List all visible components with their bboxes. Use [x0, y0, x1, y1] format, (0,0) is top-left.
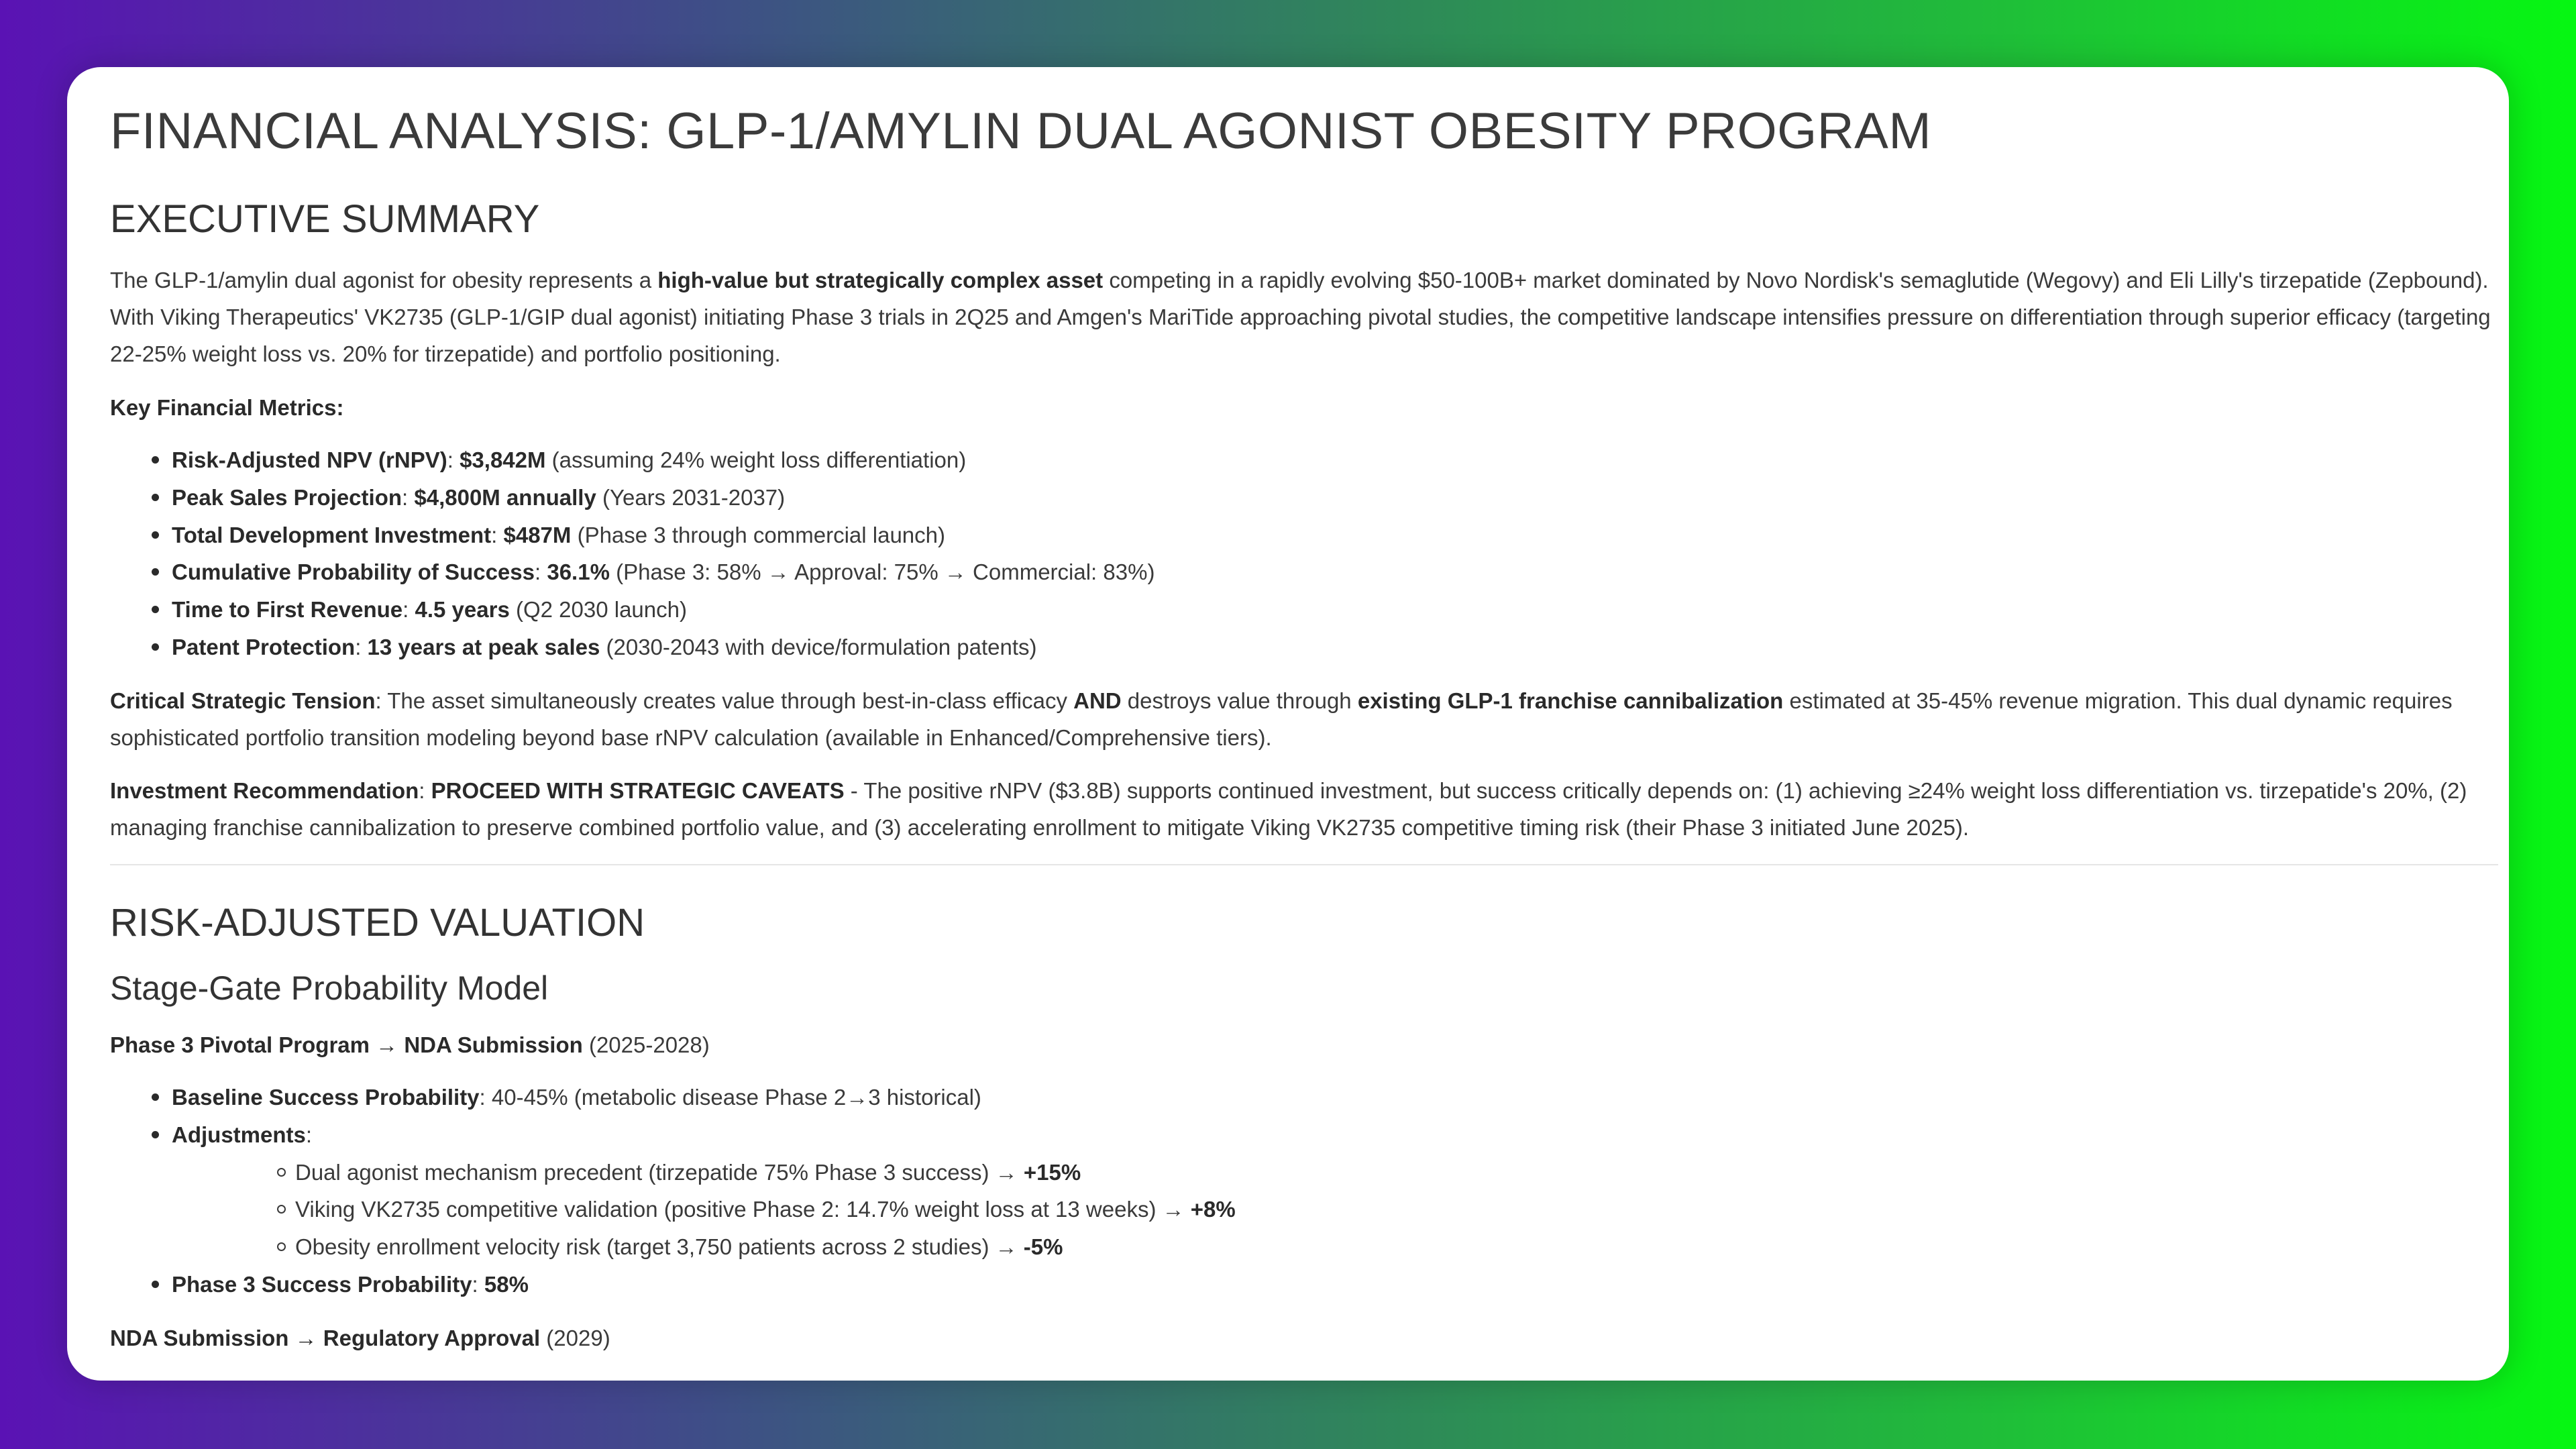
metric-item: Risk-Adjusted NPV (rNPV): $3,842M (assuming 24% weight loss differentiation) [110, 441, 2498, 479]
metric-item: Total Development Investment: $487M (Phase 3 through commercial launch) [110, 517, 2498, 554]
adjustment-item: Dual agonist mechanism precedent (tirzepatide 75% Phase 3 success) → +15% [110, 1154, 2498, 1191]
adjustment-item: Viking VK2735 competitive validation (positive Phase 2: 14.7% weight loss at 13 weeks) → +8% [110, 1191, 2498, 1228]
section-divider [110, 864, 2498, 865]
strategic-tension-paragraph: Critical Strategic Tension: The asset simultaneously creates value through best-in-class efficacy AND destroys value through existing GLP-1 franchise cannibalization estimated at 35-45% revenue migration. This dual dynamic requires sophisticated portfolio transition modeling beyond base rNPV calculation (available in Enhanced/Comprehensive tiers). [110, 688, 2453, 750]
adjustments-item: Adjustments: Dual agonist mechanism precedent (tirzepatide 75% Phase 3 success) → +15% Viking VK2735 competitive validation (positive Phase 2: 14.7% weight loss at 13 weeks) → +8% Obesity enrollment velocity risk (target 3,750 patients across 2 studies) → -5% [110, 1116, 2498, 1266]
valuation-heading: RISK-ADJUSTED VALUATION [110, 901, 645, 945]
key-metrics-list [110, 441, 2498, 666]
metric-item: Time to First Revenue: 4.5 years (Q2 2030 launch) [110, 591, 2498, 629]
phase3-label: Phase 3 Pivotal Program → NDA Submission (2025-2028) [110, 1032, 710, 1057]
phase3-success-item: Phase 3 Success Probability: 58% [110, 1266, 2498, 1303]
investment-recommendation-paragraph: Investment Recommendation: PROCEED WITH STRATEGIC CAVEATS - The positive rNPV ($3.8B) supports continued investment, but success critically depends on: (1) achieving ≥24% weight loss differentiation vs. tirzepatide's 20%, (2) managing franchise cannibalization to preserve combined portfolio value, and (3) accelerating enrollment to mitigate Viking VK2735 competitive timing risk (their Phase 3 initiated June 2025). [110, 778, 2467, 840]
metric-item: Cumulative Probability of Success: 36.1% (Phase 3: 58% → Approval: 75% → Commercial: 83%) [110, 553, 2498, 591]
stage-gate-subheading: Stage-Gate Probability Model [110, 969, 549, 1007]
executive-summary-paragraph: The GLP-1/amylin dual agonist for obesity represents a high-value but strategically complex asset competing in a rapidly evolving $50-100B+ market dominated by Novo Nordisk's semaglutide (Wegovy) and Eli Lilly's tirzepatide (Zepbound). With Viking Therapeutics' VK2735 (GLP-1/GIP dual agonist) initiating Phase 3 trials in 2Q25 and Amgen's MariTide approaching pivotal studies, the competitive landscape intensifies pressure on differentiation through superior efficacy (targeting 22-25% weight loss vs. 20% for tirzepatide) and portfolio positioning. [110, 268, 2491, 366]
adjustment-item: Obesity enrollment velocity risk (target 3,750 patients across 2 studies) → -5% [110, 1228, 2498, 1266]
executive-summary-heading: EXECUTIVE SUMMARY [110, 197, 540, 241]
baseline-item: Baseline Success Probability: 40-45% (metabolic disease Phase 2→3 historical) [110, 1079, 2498, 1116]
metric-item: Patent Protection: 13 years at peak sales (2030-2043 with device/formulation patents) [110, 629, 2498, 666]
nda-label: NDA Submission → Regulatory Approval (2029) [110, 1326, 610, 1350]
key-metrics-label: Key Financial Metrics: [110, 395, 344, 420]
stage-gate-list [110, 1079, 2498, 1303]
document-title: FINANCIAL ANALYSIS: GLP-1/AMYLIN DUAL AGONIST OBESITY PROGRAM [110, 103, 1932, 160]
metric-item: Peak Sales Projection: $4,800M annually (Years 2031-2037) [110, 479, 2498, 517]
adjustments-list [110, 1154, 2498, 1266]
